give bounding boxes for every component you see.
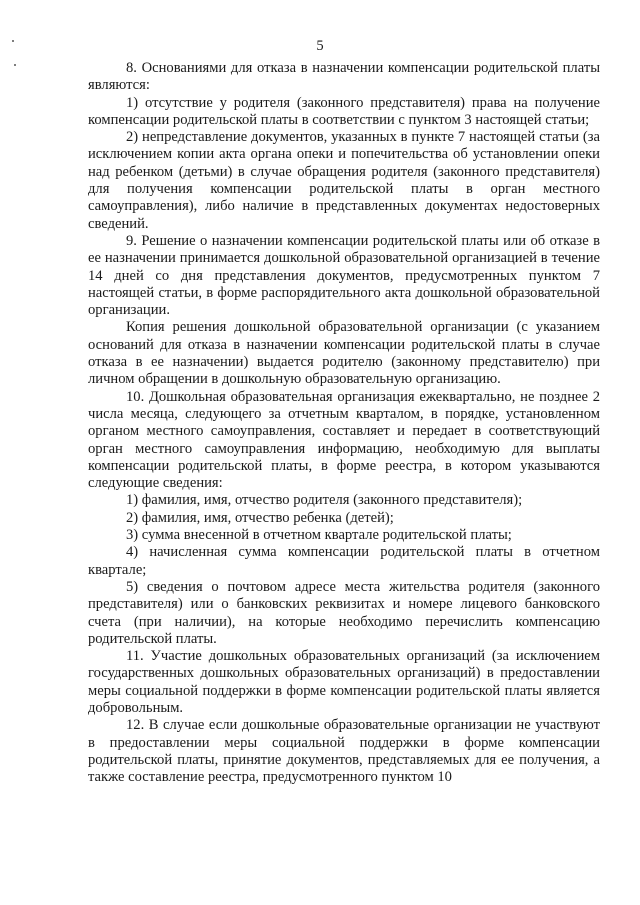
list-item: 4) начисленная сумма компенсации родительской платы в отчетном квартале; (88, 544, 600, 578)
page-number: 5 (316, 38, 324, 54)
scan-artifact (14, 64, 16, 66)
list-item: 5) сведения о почтовом адресе места жительства родителя (законного представителя) или о банковских реквизитах и номере лицевого банковского счета (при наличии), на которые необходимо перечислить компенсацию родительской платы. (88, 578, 600, 647)
list-item: 1) отсутствие у родителя (законного представителя) права на получение компенсации родительской платы в соответствии с пунктом 3 настоящей статьи; (88, 94, 600, 128)
paragraph-11: 11. Участие дошкольных образовательных организаций (за исключением государственных дошкольных образовательных организаций) в предоставлении меры социальной поддержки в форме компенсации родительской платы является добровольным. (88, 648, 600, 716)
document-body (88, 60, 600, 786)
list-item: 2) непредставление документов, указанных в пункте 7 настоящей статьи (за исключением копии акта органа опеки и попечительства об установлении опеки над ребенком (детьми) в случае обращения родителя (законного представителя) для получения компенсации родительской платы в орган местного самоуправления), либо наличие в представленных документах недостоверных сведений. (88, 129, 600, 232)
list-item: 2) фамилия, имя, отчество ребенка (детей); (126, 509, 394, 526)
list-item: 1) фамилия, имя, отчество родителя (законного представителя); (126, 492, 523, 509)
paragraph: Копия решения дошкольной образовательной организации (с указанием оснований для отказа в назначении компенсации родительской платы в случае отказа в ее назначении) выдается родителю (законному представителю) при личном обращении в дошкольную образовательную организацию. (88, 319, 600, 388)
paragraph-12: 12. В случае если дошкольные образовательные организации не участвуют в предоставлении меры социальной поддержки в форме компенсации родительской платы, принятие документов, представляемых для ее получения, а также составление реестра, предусмотренного пунктом 10 (88, 717, 600, 786)
paragraph-10: 10. Дошкольная образовательная организация ежеквартально, не позднее 2 числа месяца, следующего за отчетным кварталом, в порядке, установленном органом местного самоуправления, составляет и передает в соответствующий орган местного самоуправления информацию, необходимую для выплаты компенсации родительской платы, в форме реестра, в котором указываются следующие сведения: (88, 388, 600, 492)
paragraph-8: 8. Основаниями для отказа в назначении компенсации родительской платы являются: (88, 60, 600, 94)
list-item: 3) сумма внесенной в отчетном квартале родительской платы; (126, 527, 512, 544)
paragraph-9: 9. Решение о назначении компенсации родительской платы или об отказе в ее назначении принимается дошкольной образовательной организацией в течение 14 дней со дня представления документов, предусмотренных пунктом 7 настоящей статьи, в форме распорядительного акта дошкольной образовательной организации. (88, 232, 600, 319)
